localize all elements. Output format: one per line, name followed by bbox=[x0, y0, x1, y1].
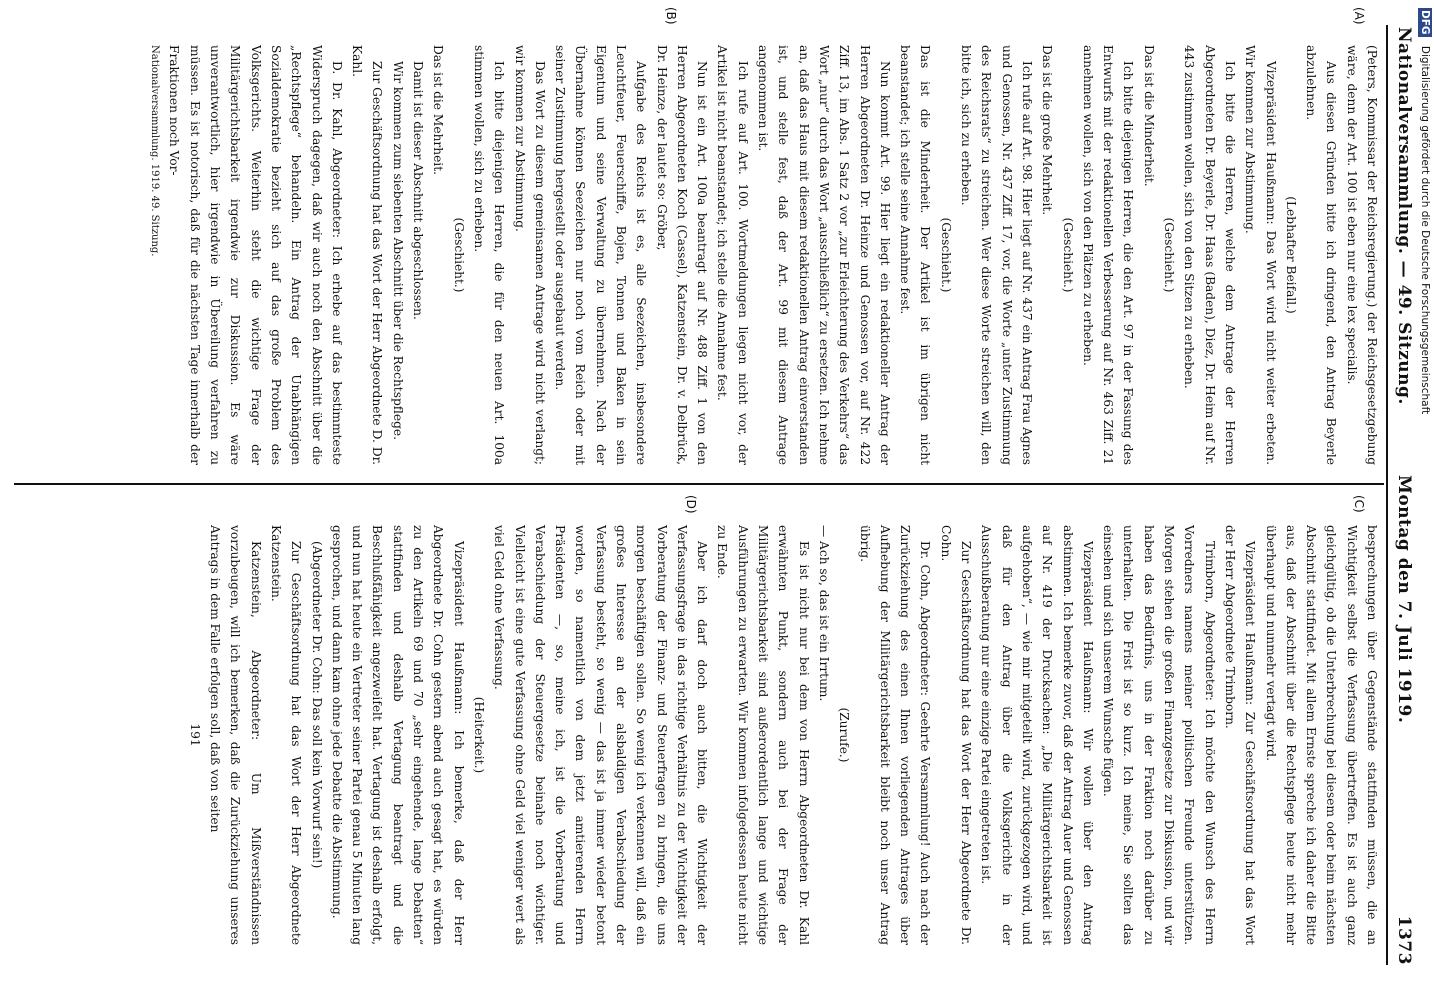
paragraph: Das Wort zu diesem gemeinsamen Antrage wird nicht verlangt; wir kommen zur Abstimmung. bbox=[512, 45, 547, 465]
paragraph: Das ist die Mehrheit. bbox=[431, 45, 446, 175]
paragraph: Ich bitte diejenigen Herren, die für den neuen Art. 100a stimmen wollen, sich zu erheben. bbox=[471, 45, 507, 465]
paragraph: (Geschieht.) bbox=[451, 217, 466, 293]
right-text-column bbox=[184, 525, 1382, 945]
paragraph: Ich rufe auf Art. 98. Hier liegt auf Nr. 437 ein Antrag Frau Agnes und Genossen, Nr. 437 Ziff. 17, vor, die Worte „unter Zustimmung des Reichsrats“ zu streichen. Wer diese Worte streichen will, den bitte ich, sich zu erheben. bbox=[959, 45, 1034, 465]
watermark-text: Digitalisierung gefördert durch die Deutsche Forschungsgemeinschaft bbox=[1419, 45, 1431, 415]
paragraph: 191 bbox=[187, 723, 202, 747]
paragraph: Es ist nicht nur bei dem von Herrn Abgeordneten Dr. Kahl erwähnten Punkt, sondern auch bei der Frage der Militärgerichtsbarkeit sind außerordentlich lange und wichtige Ausführungen zu erwarten. Wir kommen infolgedessen heute nicht zu Ende. bbox=[715, 525, 811, 945]
paragraph: (Abgeordneter Dr. Cohn: Das soll kein Vorwurf sein!) bbox=[309, 541, 324, 869]
paragraph: D. Dr. Kahl, Abgeordneter: Ich erhebe auf das bestimmteste Widerspruch dagegen, daß wir auch noch den Abschnitt über die „Rechtspflege“ behandeln. Ein Antrag der Unabhängigen Sozialdemokratie bezieht sich auf das große Problem des Volksgerichts. Weiterhin steht die wichtige Frage der Militärgerichtsbarkeit irgendwie zur Diskussion. Es wäre unverantwortlich, hier irgendwie in Übereilung verfahren zu müssen. Es ist notorisch, daß für die nächsten Tage innerhalb der Fraktionen noch Vor- bbox=[167, 45, 344, 465]
paragraph: Ich bitte diejenigen Herren, die den Art. 97 in der Fassung des Entwurfs mit der redaktionellen Verbesserung auf Nr. 463 Ziff. 21 annehmen wollen, sich von den Plätzen zu erheben. bbox=[1080, 45, 1136, 465]
paragraph: (Heiterkeit.) bbox=[471, 696, 486, 774]
paragraph: Vizepräsident Haußmann: Zur Geschäftsordnung hat das Wort der Herr Abgeordnete Trimborn. bbox=[1222, 525, 1258, 945]
paragraph: Das ist die Minderheit. Der Artikel ist im übrigen nicht beanstandet; ich stelle seine Annahme fest. bbox=[898, 45, 933, 465]
paragraph: (Peters, Kommissar der Reichsregierung.) der Reichsgesetzgebung wäre, denn der Art. 100 ist eben nur eine lex specialis. bbox=[1344, 45, 1379, 465]
left-text-column bbox=[144, 45, 1382, 465]
margin-label-d: (D) bbox=[684, 495, 698, 514]
paragraph: Vizepräsident Haußmann: Ich bemerke, daß der Herr Abgeordnete Dr. Cohn gestern abend auch gesagt hat, es würden zu den Artikeln 69 und 70 „sehr eingehende, lange Debatten“ stattfinden und deshalb Vertagung beantragt und die Beschlußfähigkeit angezweifelt hat. Vertagung ist deshalb erfolgt, und nun hat heute ein Vertreter seiner Partei genau 5 Minuten lang gesprochen, und dann kam ohne jede Debatte die Abstimmung. bbox=[329, 525, 466, 945]
paragraph: Nun ist ein Art. 100a beantragt auf Nr. 488 Ziff. 1 von den Herren Abgeordneten Koch (Cassel), Katzenstein, Dr. v. Delbrück, Dr. Heinze, der lautet so: Gröber, bbox=[654, 45, 710, 465]
paragraph: Zur Geschäftsordnung hat das Wort der Herr Abgeordnete D. Dr. Kahl. bbox=[350, 45, 385, 465]
paragraph: Damit ist dieser Abschnitt abgeschlossen. bbox=[411, 61, 426, 320]
paragraph: Nationalversammlung. 1919. 49. Sitzung. bbox=[149, 45, 161, 257]
paragraph: Vizepräsident Haußmann: Das Wort wird nicht weiter erbeten. Wir kommen zur Abstimmung. bbox=[1243, 45, 1278, 465]
margin-label-b: (B) bbox=[664, 7, 678, 25]
paragraph: Aufgabe des Reichs ist es, alle Seezeichen, insbesondere Leuchtfeuer, Feuerschiffe, Bojen, Tonnen und Baken in sein Eigentum und seine Verwaltung zu übernehmen. Nach der Übernahme können Seezeichen nur noch vom Reich oder mit seiner Zustimmung hergestellt oder ausgebaut werden. bbox=[553, 45, 649, 465]
digitization-watermark bbox=[1418, 8, 1432, 414]
paragraph: Wir kommen zum siebenten Abschnitt über die Rechtspflege. bbox=[390, 61, 405, 440]
rotated-document-page bbox=[18, 5, 1418, 985]
paragraph: Trimborn, Abgeordneter: Ich möchte den Wunsch des Herrn Vorredners namens meiner politischen Freunde unterstützen. Morgen stehen die großen Finanzgesetze zur Diskussion, und wir haben das Bedürfnis, uns in der Fraktion noch darüber zu unterhalten. Die Frist ist so kurz. Ich meine, Sie sollten das einsehen und sich unserem Wunsche fügen. bbox=[1101, 525, 1217, 945]
paragraph: besprechungen über Gegenstände stattfinden müssen, die an Wichtigkeit selbst die Verfassung übertreffen. Es ist auch ganz gleichgültig, ob die Unterbrechung bei diesem oder beim nächsten Abschnitt stattfindet. Mit allem Ernste spreche ich daher die Bitte aus, daß der Abschnitt über die Rechtspflege heute nicht mehr überhaupt und nunmehr vertagt wird. bbox=[1263, 525, 1379, 945]
dfg-logo: DFG bbox=[1419, 10, 1431, 35]
header-date: Montag den 7. Juli 1919. bbox=[1394, 475, 1414, 724]
paragraph: Zur Geschäftsordnung hat das Wort der Herr Abgeordnete Dr. Cohn. bbox=[938, 525, 974, 945]
paragraph: Zur Geschäftsordnung hat das Wort der Herr Abgeordnete Katzenstein. bbox=[268, 525, 304, 945]
paragraph: Aus diesen Gründen bitte ich dringend, den Antrag Beyerle abzulehnen. bbox=[1304, 45, 1339, 465]
paragraph: Das ist die große Mehrheit. bbox=[1040, 45, 1055, 216]
paragraph: Vizepräsident Haußmann: Wir wollen über den Antrag abstimmen. Ich bemerke zuvor, daß der Antrag Auer und Genossen auf Nr. 419 der Drucksachen: „Die Militärgerichtsbarkeit ist aufgehoben“, — wie mir mitgeteilt wird, zurückgezogen wird, und daß für den Antrag über die Volksgerichte in der Ausschußberatung nur eine einzige Partei eingetreten ist. bbox=[979, 525, 1095, 945]
margin-label-c: (C) bbox=[1352, 495, 1366, 513]
paragraph: (Zurufe.) bbox=[837, 707, 852, 763]
column-divider bbox=[14, 483, 1384, 485]
paragraph: (Lebhafter Beifall.) bbox=[1283, 196, 1298, 314]
paragraph: Katzenstein, Abgeordneter: Um Mißverständnissen vorzubeugen, will ich bemerken, daß die Zurückziehung unseres Antrags in dem Falle erfolgen soll, daß von seiten bbox=[208, 525, 263, 945]
paragraph: Dr. Cohn, Abgeordneter: Geehrte Versammlung! Auch nach der Zurückziehung des einen Ihnen vorliegenden Antrages über Aufhebung der Militärgerichtsbarkeit bleibt noch unser Antrag übrig. bbox=[857, 525, 933, 945]
paragraph: Das ist die Minderheit. bbox=[1141, 45, 1156, 187]
margin-label-a: (A) bbox=[1352, 7, 1366, 25]
paragraph: Nun kommt Art. 99. Hier liegt ein redaktioneller Antrag der Herren Abgeordneten Dr. Heinze und Genossen vor, auf Nr. 422 Ziff. 13, im Abs. 1 Satz 2 vor „zur Erleichterung des Verkehrs“ das Wort „nur“ durch das Wort „ausschließlich“ zu ersetzen. Ich nehme an, daß das Haus mit diesem redaktionellen Antrag einverstanden ist, und stelle fest, daß der Art. 99 mit diesem Antrage angenommen ist. bbox=[756, 45, 892, 465]
paragraph: — Ach so, das ist ein Irrtum. bbox=[816, 525, 831, 702]
paragraph: (Geschieht.) bbox=[938, 217, 953, 293]
paragraph: (Geschieht.) bbox=[1060, 217, 1075, 293]
paragraph: Ich bitte die Herren, welche dem Antrage der Herren Abgeordneten Dr. Beyerle, Dr. Haas (Baden), Diez, Dr. Heim auf Nr. 443 zustimmen wollen, sich von den Sitzen zu erheben. bbox=[1182, 45, 1237, 465]
page-header bbox=[1390, 5, 1418, 985]
page-number: 1373 bbox=[1394, 915, 1414, 965]
header-left: Nationalversammlung. — 49. Sitzung. bbox=[1394, 27, 1414, 405]
paragraph: Aber ich darf doch auch bitten, die Wichtigkeit der Verfassungsfrage in das richtige Verhältnis zu der Wichtigkeit der Vorberatung der Finanz- und Steuerfragen zu bringen, die uns morgen beschäftigen sollen. So wenig ich verkennen will, daß ein großes Interesse an der alsbaldigen Verabschiedung der Verfassung besteht, so wenig — das ist ja immer wieder betont worden, so namentlich von dem jetzt amtierenden Herrn Präsidenten —, so, meine ich, ist die Vorberatung und Verabschiedung der Steuergesetze beinahe noch wichtiger. Vielleicht ist eine gute Verfassung ohne Geld viel weniger wert als viel Geld ohne Verfassung. bbox=[492, 525, 710, 945]
header-rule bbox=[1386, 25, 1388, 965]
paragraph: Ich rufe auf Art. 100. Wortmeldungen liegen nicht vor, der Artikel ist nicht beanstandet; ich stelle die Annahme fest. bbox=[715, 45, 750, 465]
paragraph: (Geschieht.) bbox=[1162, 217, 1177, 293]
